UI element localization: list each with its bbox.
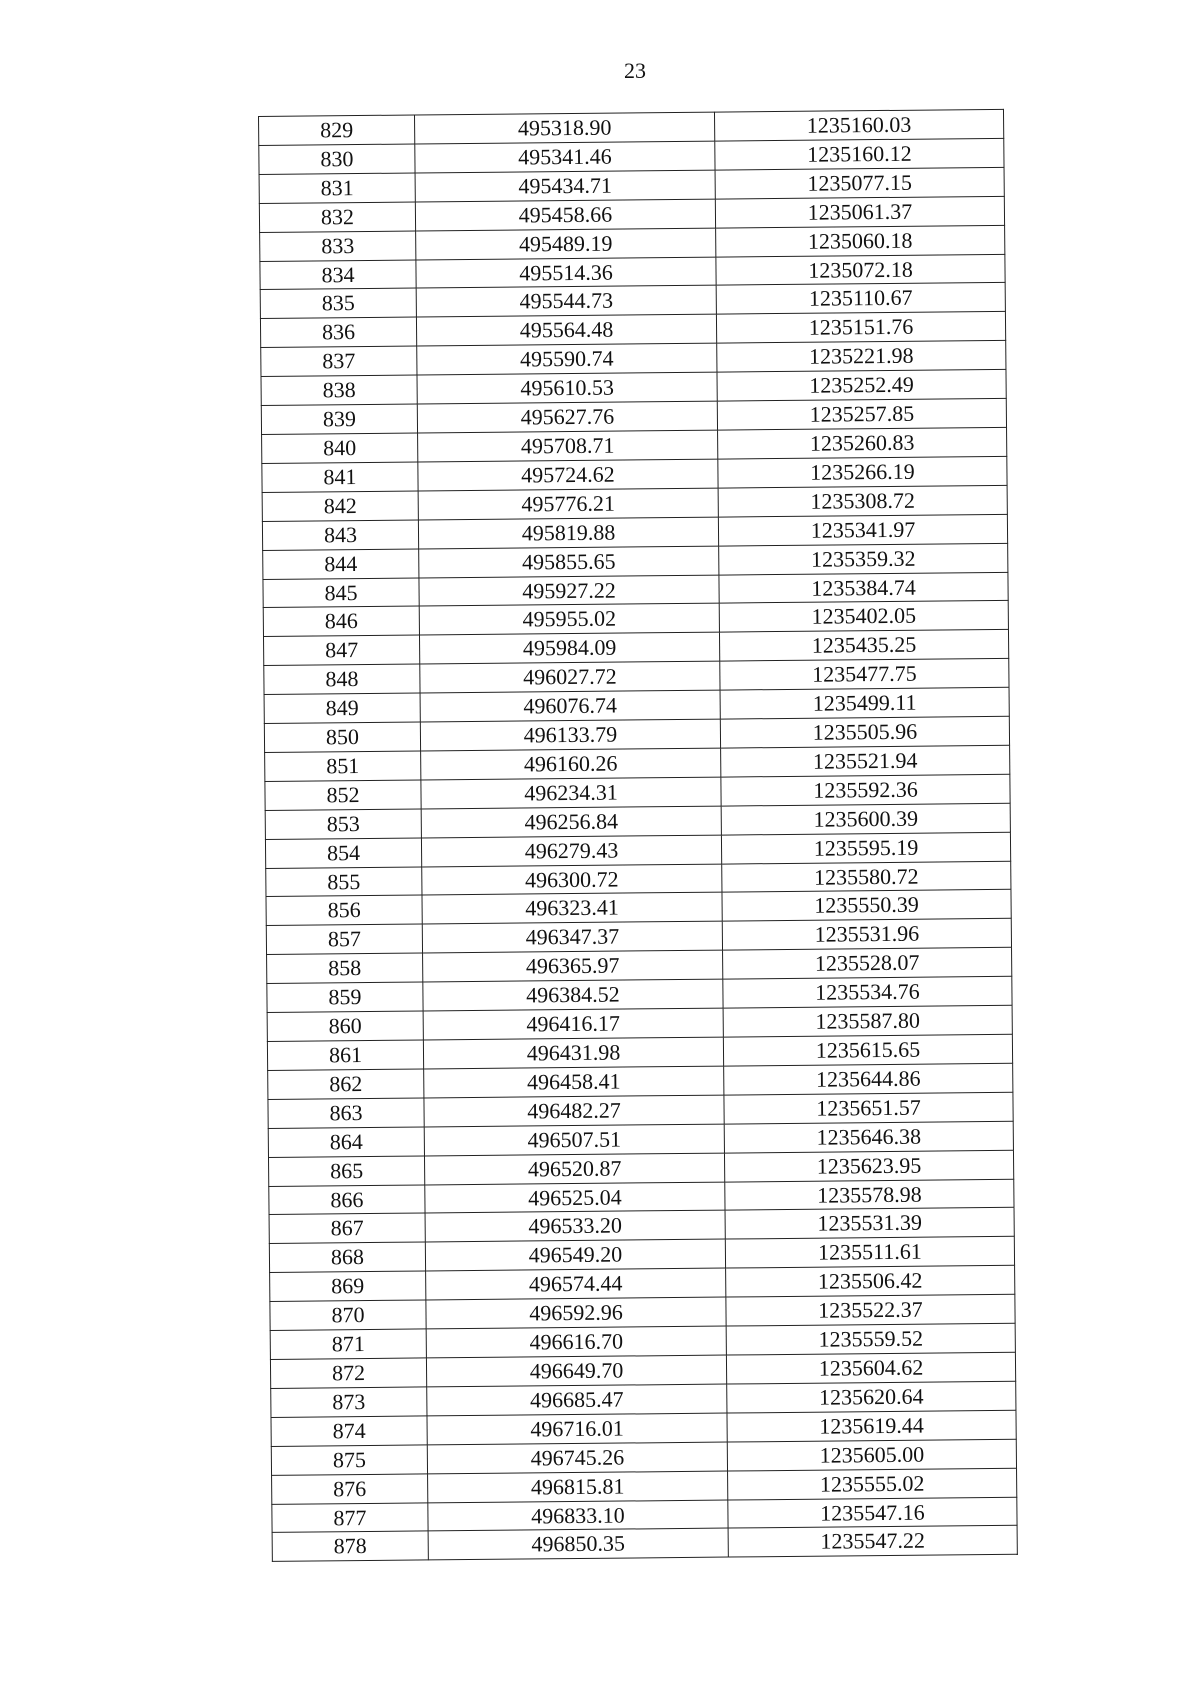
x-coordinate-cell: 496256.84	[421, 806, 721, 838]
x-coordinate-cell: 495724.62	[418, 459, 718, 491]
y-coordinate-cell: 1235587.80	[723, 1005, 1012, 1037]
y-coordinate-cell: 1235592.36	[721, 774, 1010, 806]
x-coordinate-cell: 495564.48	[416, 314, 716, 346]
point-number-cell: 831	[259, 173, 415, 203]
point-number-cell: 867	[269, 1213, 425, 1243]
x-coordinate-cell: 495819.88	[418, 517, 718, 549]
x-coordinate-cell: 496685.47	[427, 1384, 727, 1416]
y-coordinate-cell: 1235061.37	[715, 196, 1004, 228]
y-coordinate-cell: 1235651.57	[724, 1092, 1013, 1124]
point-number-cell: 834	[260, 260, 416, 290]
y-coordinate-cell: 1235160.03	[714, 109, 1003, 141]
x-coordinate-cell: 496533.20	[425, 1211, 725, 1243]
point-number-cell: 855	[266, 867, 422, 897]
y-coordinate-cell: 1235499.11	[720, 687, 1009, 719]
y-coordinate-cell: 1235072.18	[716, 254, 1005, 286]
y-coordinate-cell: 1235605.00	[727, 1439, 1016, 1471]
x-coordinate-cell: 496279.43	[421, 835, 721, 867]
y-coordinate-cell: 1235384.74	[719, 572, 1008, 604]
point-number-cell: 843	[262, 520, 418, 550]
y-coordinate-cell: 1235623.95	[724, 1150, 1013, 1182]
y-coordinate-cell: 1235547.16	[728, 1497, 1017, 1529]
point-number-cell: 841	[262, 462, 418, 492]
point-number-cell: 872	[270, 1358, 426, 1388]
x-coordinate-cell: 496592.96	[426, 1297, 726, 1329]
y-coordinate-cell: 1235615.65	[723, 1034, 1012, 1066]
point-number-cell: 866	[269, 1184, 425, 1214]
point-number-cell: 865	[268, 1156, 424, 1186]
x-coordinate-cell: 495434.71	[415, 170, 715, 202]
y-coordinate-cell: 1235534.76	[723, 976, 1012, 1008]
y-coordinate-cell: 1235559.52	[726, 1323, 1015, 1355]
y-coordinate-cell: 1235257.85	[717, 398, 1006, 430]
point-number-cell: 876	[272, 1474, 428, 1504]
point-number-cell: 846	[263, 606, 419, 636]
x-coordinate-cell: 496076.74	[420, 690, 720, 722]
point-number-cell: 875	[271, 1445, 427, 1475]
x-coordinate-cell: 496616.70	[426, 1326, 726, 1358]
y-coordinate-cell: 1235260.83	[718, 427, 1007, 459]
point-number-cell: 845	[263, 577, 419, 607]
point-number-cell: 878	[272, 1531, 428, 1561]
point-number-cell: 877	[272, 1502, 428, 1532]
y-coordinate-cell: 1235620.64	[727, 1381, 1016, 1413]
x-coordinate-cell: 495955.02	[419, 604, 719, 636]
x-coordinate-cell: 495855.65	[419, 546, 719, 578]
point-number-cell: 848	[264, 664, 420, 694]
x-coordinate-cell: 495627.76	[417, 401, 717, 433]
y-coordinate-cell: 1235359.32	[719, 543, 1008, 575]
y-coordinate-cell: 1235522.37	[726, 1294, 1015, 1326]
y-coordinate-cell: 1235531.96	[722, 919, 1011, 951]
x-coordinate-cell: 495984.09	[419, 632, 719, 664]
x-coordinate-cell: 496300.72	[422, 864, 722, 896]
x-coordinate-cell: 496850.35	[428, 1528, 728, 1560]
y-coordinate-cell: 1235644.86	[724, 1063, 1013, 1095]
point-number-cell: 874	[271, 1416, 427, 1446]
coordinates-table-body	[259, 109, 1018, 1561]
point-number-cell: 862	[268, 1069, 424, 1099]
y-coordinate-cell: 1235252.49	[717, 369, 1006, 401]
x-coordinate-cell: 496160.26	[421, 748, 721, 780]
y-coordinate-cell: 1235341.97	[718, 514, 1007, 546]
point-number-cell: 869	[270, 1271, 426, 1301]
x-coordinate-cell: 496347.37	[422, 921, 722, 953]
x-coordinate-cell: 495590.74	[417, 343, 717, 375]
y-coordinate-cell: 1235619.44	[727, 1410, 1016, 1442]
point-number-cell: 868	[269, 1242, 425, 1272]
x-coordinate-cell: 496027.72	[420, 661, 720, 693]
y-coordinate-cell: 1235550.39	[722, 890, 1011, 922]
point-number-cell: 857	[266, 924, 422, 954]
point-number-cell: 838	[261, 375, 417, 405]
y-coordinate-cell: 1235595.19	[721, 832, 1010, 864]
x-coordinate-cell: 495489.19	[416, 228, 716, 260]
y-coordinate-cell: 1235580.72	[722, 861, 1011, 893]
x-coordinate-cell: 496507.51	[424, 1124, 724, 1156]
y-coordinate-cell: 1235511.61	[725, 1237, 1014, 1269]
y-coordinate-cell: 1235547.22	[728, 1526, 1017, 1558]
point-number-cell: 847	[263, 635, 419, 665]
x-coordinate-cell: 496649.70	[426, 1355, 726, 1387]
x-coordinate-cell: 495544.73	[416, 286, 716, 318]
point-number-cell: 873	[271, 1387, 427, 1417]
point-number-cell: 860	[267, 1011, 423, 1041]
x-coordinate-cell: 496520.87	[424, 1153, 724, 1185]
x-coordinate-cell: 496815.81	[428, 1471, 728, 1503]
x-coordinate-cell: 496323.41	[422, 893, 722, 925]
x-coordinate-cell: 496745.26	[427, 1442, 727, 1474]
point-number-cell: 839	[261, 404, 417, 434]
x-coordinate-cell: 495927.22	[419, 575, 719, 607]
y-coordinate-cell: 1235060.18	[716, 225, 1005, 257]
x-coordinate-cell: 495458.66	[415, 199, 715, 231]
x-coordinate-cell: 495514.36	[416, 257, 716, 289]
x-coordinate-cell: 496133.79	[420, 719, 720, 751]
point-number-cell: 856	[266, 895, 422, 925]
x-coordinate-cell: 495318.90	[414, 112, 714, 144]
point-number-cell: 837	[261, 346, 417, 376]
x-coordinate-cell: 495776.21	[418, 488, 718, 520]
y-coordinate-cell: 1235521.94	[721, 745, 1010, 777]
x-coordinate-cell: 496384.52	[423, 979, 723, 1011]
point-number-cell: 836	[260, 317, 416, 347]
y-coordinate-cell: 1235160.12	[715, 138, 1004, 170]
x-coordinate-cell: 496574.44	[426, 1268, 726, 1300]
coordinates-table	[258, 109, 1018, 1562]
point-number-cell: 833	[260, 231, 416, 261]
y-coordinate-cell: 1235477.75	[720, 659, 1009, 691]
y-coordinate-cell: 1235077.15	[715, 167, 1004, 199]
point-number-cell: 854	[265, 838, 421, 868]
y-coordinate-cell: 1235266.19	[718, 456, 1007, 488]
point-number-cell: 852	[265, 780, 421, 810]
x-coordinate-cell: 496525.04	[425, 1182, 725, 1214]
point-number-cell: 850	[264, 722, 420, 752]
y-coordinate-cell: 1235435.25	[719, 630, 1008, 662]
point-number-cell: 851	[265, 751, 421, 781]
x-coordinate-cell: 495341.46	[415, 141, 715, 173]
point-number-cell: 832	[259, 202, 415, 232]
x-coordinate-cell: 496431.98	[423, 1037, 723, 1069]
point-number-cell: 870	[270, 1300, 426, 1330]
x-coordinate-cell: 496365.97	[423, 950, 723, 982]
point-number-cell: 871	[270, 1329, 426, 1359]
point-number-cell: 840	[262, 433, 418, 463]
y-coordinate-cell: 1235221.98	[717, 341, 1006, 373]
x-coordinate-cell: 496458.41	[424, 1066, 724, 1098]
point-number-cell: 861	[267, 1040, 423, 1070]
point-number-cell: 835	[260, 288, 416, 318]
point-number-cell: 829	[259, 115, 415, 145]
x-coordinate-cell: 495708.71	[418, 430, 718, 462]
point-number-cell: 849	[264, 693, 420, 723]
point-number-cell: 858	[267, 953, 423, 983]
y-coordinate-cell: 1235578.98	[725, 1179, 1014, 1211]
point-number-cell: 830	[259, 144, 415, 174]
y-coordinate-cell: 1235531.39	[725, 1208, 1014, 1240]
y-coordinate-cell: 1235308.72	[718, 485, 1007, 517]
x-coordinate-cell: 495610.53	[417, 372, 717, 404]
x-coordinate-cell: 496833.10	[428, 1500, 728, 1532]
x-coordinate-cell: 496716.01	[427, 1413, 727, 1445]
y-coordinate-cell: 1235600.39	[721, 803, 1010, 835]
y-coordinate-cell: 1235110.67	[716, 283, 1005, 315]
x-coordinate-cell: 496549.20	[425, 1239, 725, 1271]
y-coordinate-cell: 1235555.02	[728, 1468, 1017, 1500]
page-number: 23	[624, 58, 646, 83]
point-number-cell: 842	[262, 491, 418, 521]
y-coordinate-cell: 1235604.62	[726, 1352, 1015, 1384]
y-coordinate-cell: 1235151.76	[716, 312, 1005, 344]
point-number-cell: 844	[263, 549, 419, 579]
x-coordinate-cell: 496234.31	[421, 777, 721, 809]
y-coordinate-cell: 1235506.42	[726, 1266, 1015, 1298]
y-coordinate-cell: 1235402.05	[719, 601, 1008, 633]
x-coordinate-cell: 496416.17	[423, 1008, 723, 1040]
point-number-cell: 864	[268, 1127, 424, 1157]
point-number-cell: 863	[268, 1098, 424, 1128]
y-coordinate-cell: 1235646.38	[724, 1121, 1013, 1153]
point-number-cell: 853	[265, 809, 421, 839]
table-row	[272, 1526, 1017, 1562]
x-coordinate-cell: 496482.27	[424, 1095, 724, 1127]
y-coordinate-cell: 1235528.07	[723, 948, 1012, 980]
point-number-cell: 859	[267, 982, 423, 1012]
y-coordinate-cell: 1235505.96	[720, 716, 1009, 748]
